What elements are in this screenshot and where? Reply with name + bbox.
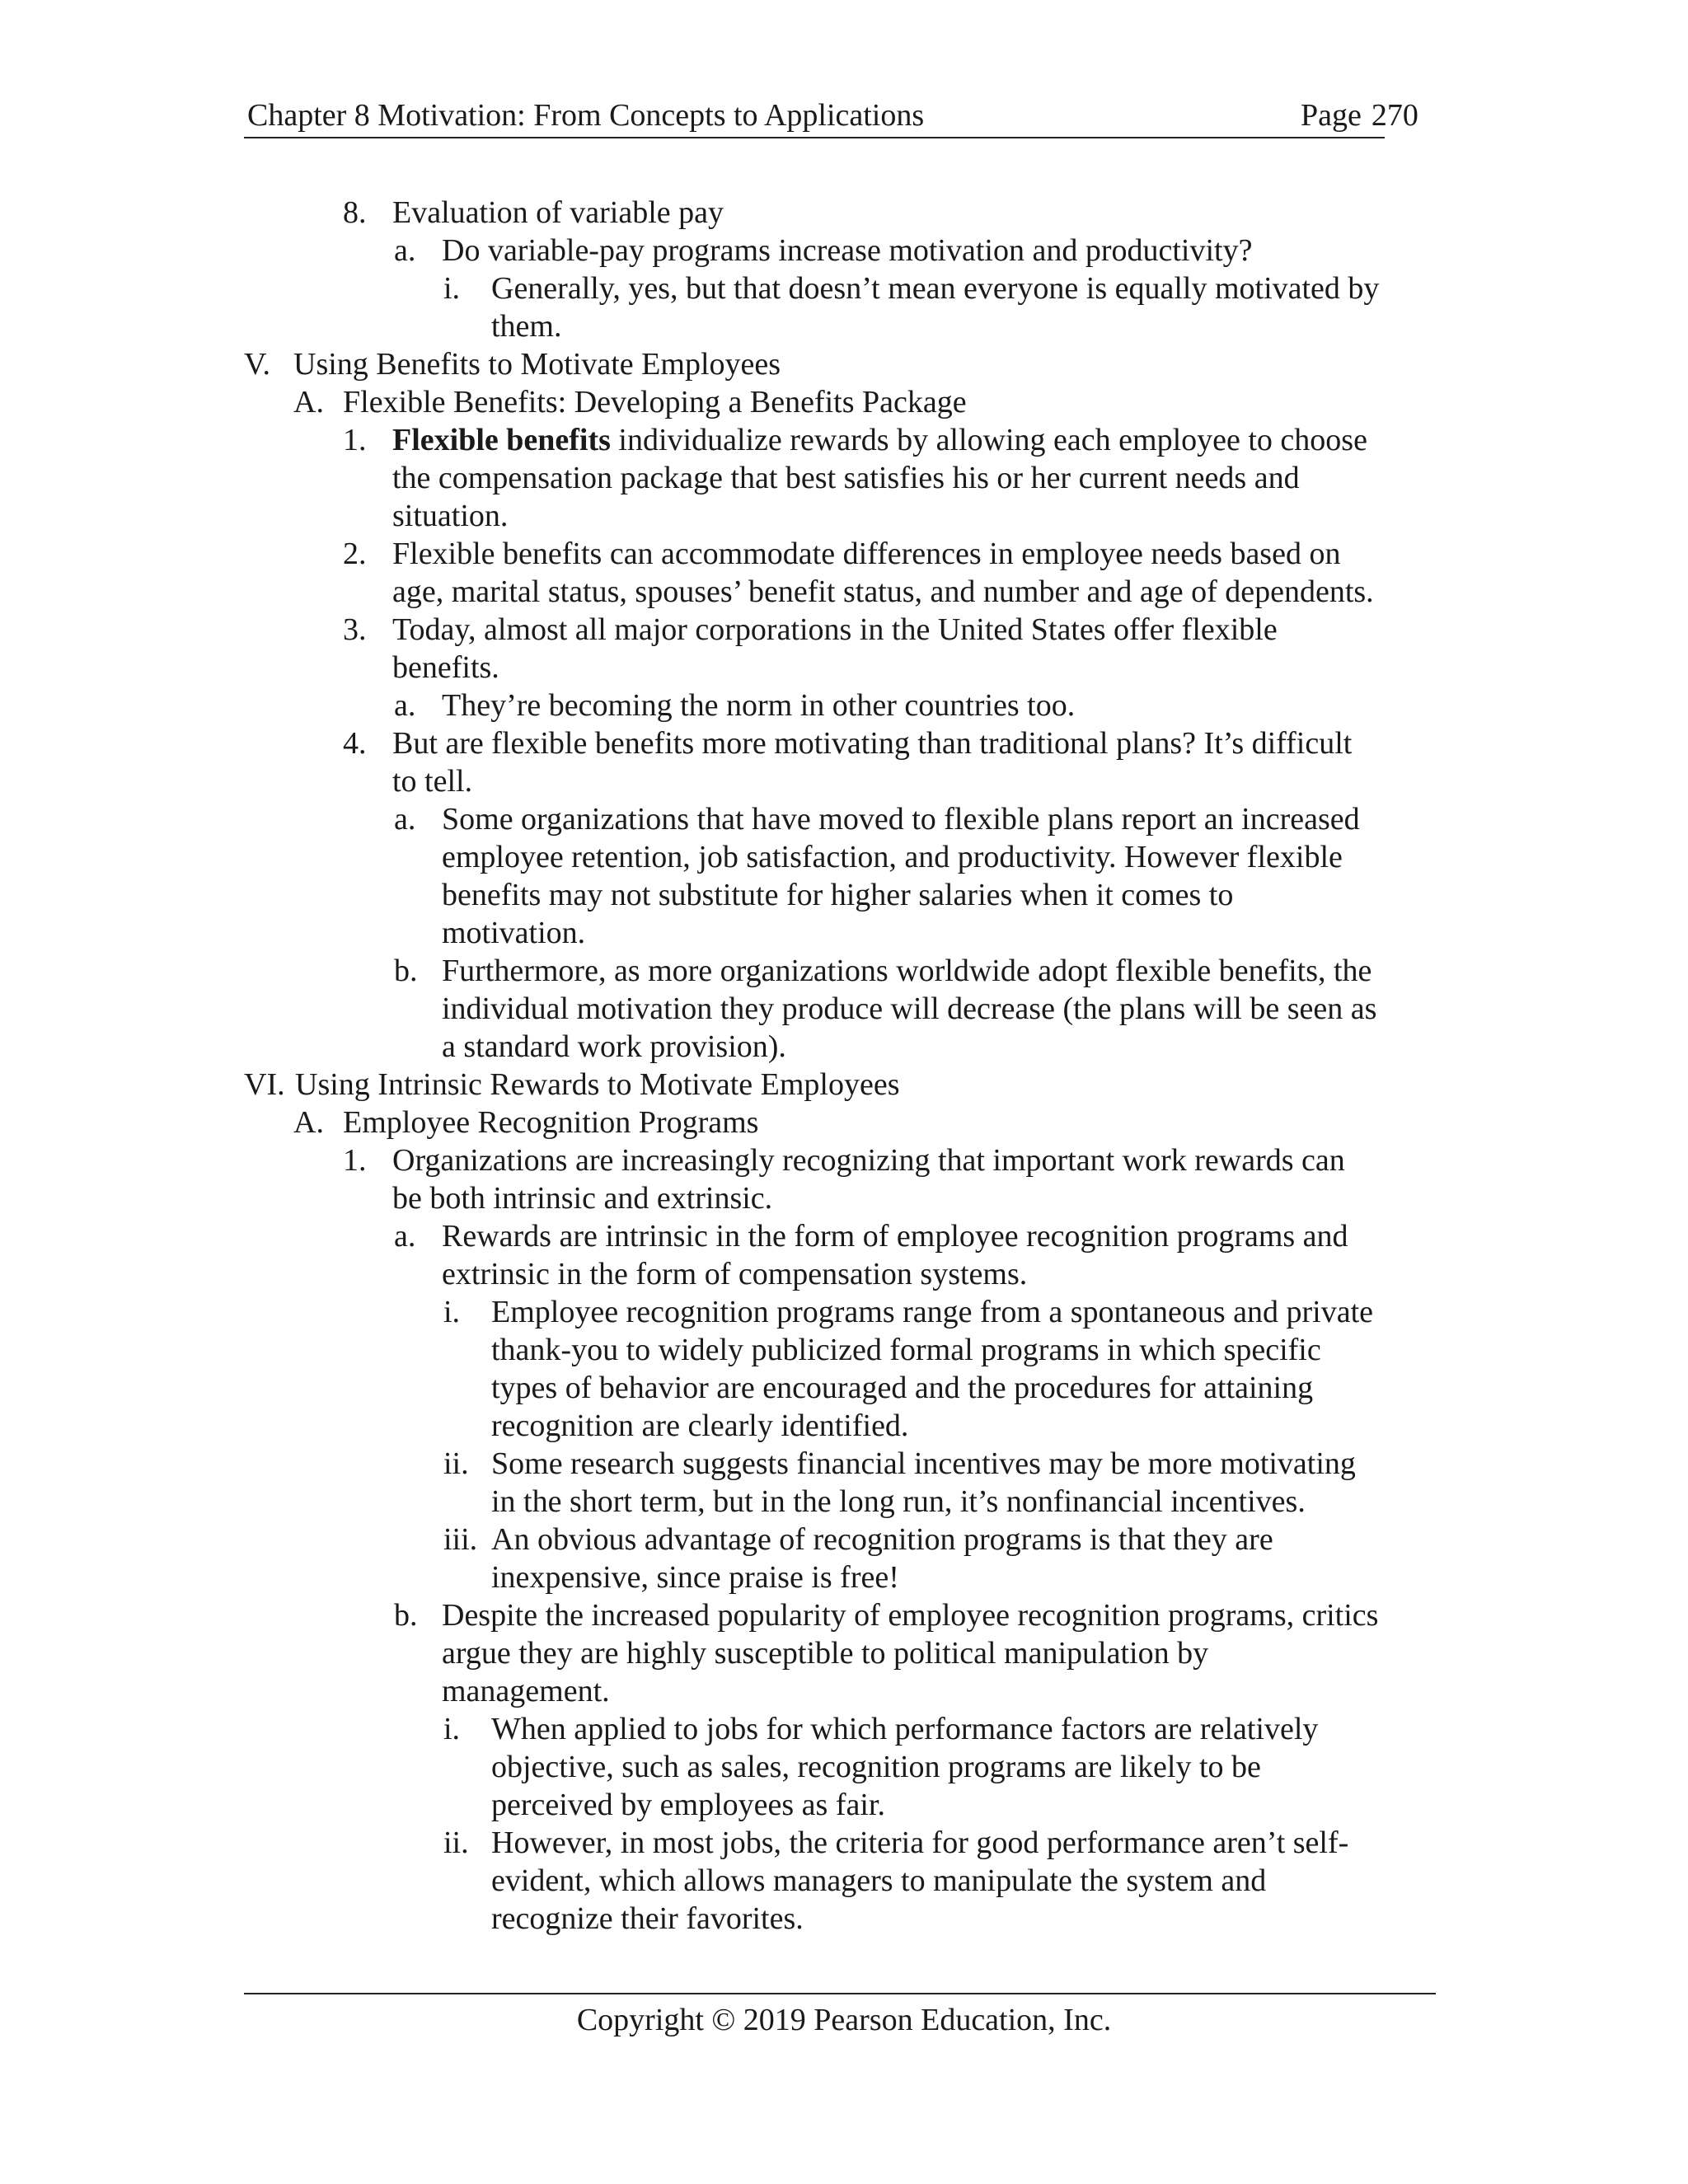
- header-rule: [244, 137, 1385, 138]
- page-header: [244, 92, 1424, 138]
- chapter-title: Chapter 8 Motivation: From Concepts to Applications: [247, 98, 925, 133]
- page-number: 270: [1371, 98, 1418, 133]
- copyright-footer: Copyright © 2019 Pearson Education, Inc.: [576, 2003, 1112, 2037]
- page-indicator: [1301, 96, 1418, 135]
- footer-rule: [244, 1993, 1436, 1994]
- page-label: Page: [1301, 98, 1362, 133]
- term-flexible-benefits: Flexible benefits: [392, 423, 611, 457]
